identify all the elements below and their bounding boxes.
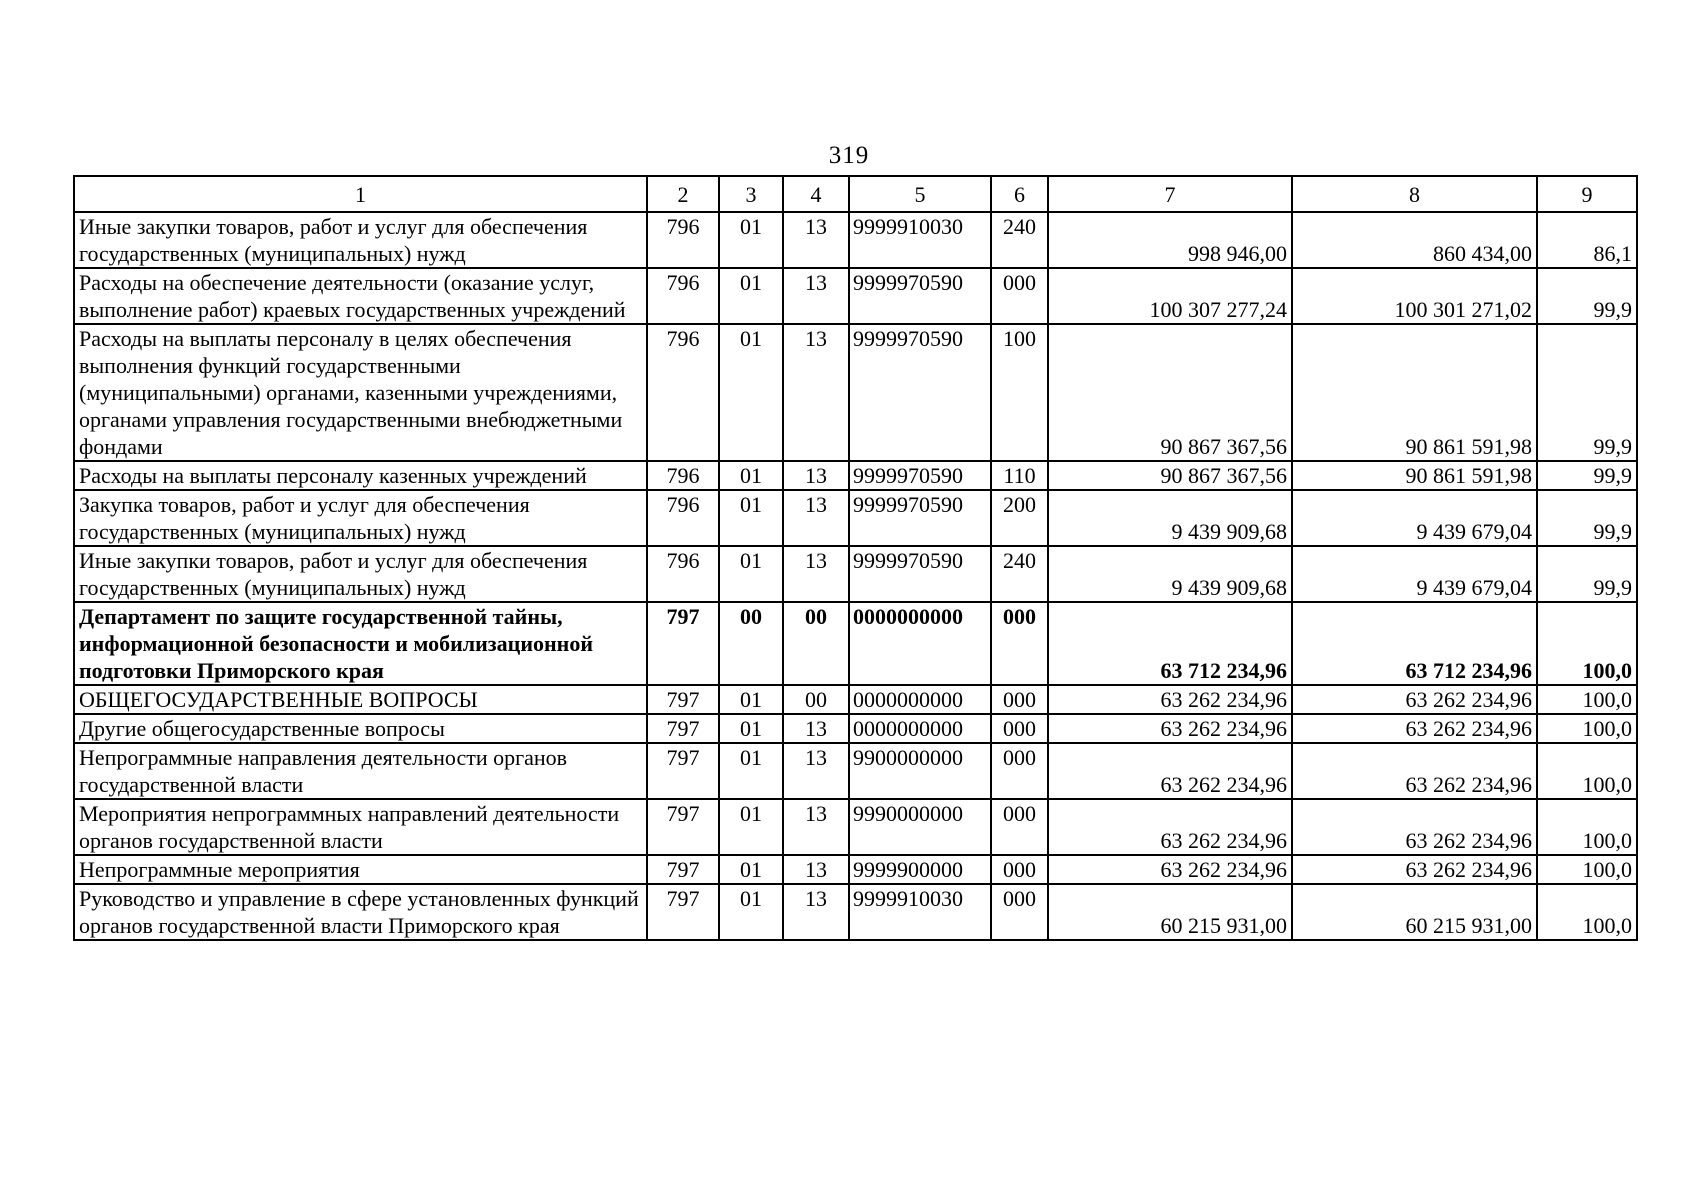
- row-planned-amount: 63 262 234,96: [1048, 685, 1292, 714]
- row-section-code: 01: [719, 714, 783, 743]
- table-row: [74, 212, 1637, 268]
- table-row: [74, 268, 1637, 324]
- row-planned-amount: 63 262 234,96: [1048, 714, 1292, 743]
- row-expense-type-code: 000: [991, 685, 1048, 714]
- table-row: [74, 855, 1637, 884]
- row-name: Расходы на выплаты персоналу казенных учреждений: [74, 461, 647, 490]
- row-executed-amount: 9 439 679,04: [1292, 490, 1537, 546]
- row-ministry-code: 797: [647, 855, 719, 884]
- row-ministry-code: 796: [647, 324, 719, 461]
- table-row: [74, 799, 1637, 855]
- row-target-article-code: 9900000000: [849, 743, 991, 799]
- row-executed-amount: 63 712 234,96: [1292, 602, 1537, 685]
- row-ministry-code: 797: [647, 685, 719, 714]
- row-planned-amount: 90 867 367,56: [1048, 461, 1292, 490]
- row-execution-percent: 99,9: [1537, 546, 1637, 602]
- header-col-5: 5: [849, 176, 991, 212]
- row-executed-amount: 9 439 679,04: [1292, 546, 1537, 602]
- row-name: Закупка товаров, работ и услуг для обеспечения государственных (муниципальных) нужд: [74, 490, 647, 546]
- row-subsection-code: 13: [783, 714, 849, 743]
- row-subsection-code: 13: [783, 855, 849, 884]
- row-execution-percent: 100,0: [1537, 799, 1637, 855]
- table-row: [74, 490, 1637, 546]
- row-subsection-code: 00: [783, 602, 849, 685]
- row-subsection-code: 13: [783, 461, 849, 490]
- table-row: [74, 546, 1637, 602]
- row-section-code: 01: [719, 324, 783, 461]
- row-target-article-code: 9999910030: [849, 212, 991, 268]
- row-execution-percent: 100,0: [1537, 884, 1637, 940]
- header-col-1: 1: [74, 176, 647, 212]
- row-subsection-code: 13: [783, 743, 849, 799]
- row-section-code: 01: [719, 884, 783, 940]
- header-col-8: 8: [1292, 176, 1537, 212]
- row-execution-percent: 99,9: [1537, 461, 1637, 490]
- row-target-article-code: 9999970590: [849, 268, 991, 324]
- row-expense-type-code: 110: [991, 461, 1048, 490]
- row-section-code: 01: [719, 799, 783, 855]
- row-expense-type-code: 000: [991, 714, 1048, 743]
- header-col-9: 9: [1537, 176, 1637, 212]
- row-subsection-code: 00: [783, 685, 849, 714]
- row-target-article-code: 9990000000: [849, 799, 991, 855]
- row-executed-amount: 60 215 931,00: [1292, 884, 1537, 940]
- row-execution-percent: 99,9: [1537, 324, 1637, 461]
- row-name: Мероприятия непрограммных направлений деятельности органов государственной власти: [74, 799, 647, 855]
- row-executed-amount: 90 861 591,98: [1292, 461, 1537, 490]
- budget-execution-table: [73, 175, 1638, 941]
- row-ministry-code: 797: [647, 602, 719, 685]
- row-expense-type-code: 240: [991, 546, 1048, 602]
- row-ministry-code: 796: [647, 490, 719, 546]
- row-name: Иные закупки товаров, работ и услуг для обеспечения государственных (муниципальных) нужд: [74, 212, 647, 268]
- header-col-4: 4: [783, 176, 849, 212]
- row-execution-percent: 86,1: [1537, 212, 1637, 268]
- row-expense-type-code: 100: [991, 324, 1048, 461]
- row-target-article-code: 0000000000: [849, 602, 991, 685]
- row-execution-percent: 100,0: [1537, 602, 1637, 685]
- row-executed-amount: 63 262 234,96: [1292, 855, 1537, 884]
- row-executed-amount: 90 861 591,98: [1292, 324, 1537, 461]
- page-number: 319: [828, 142, 870, 169]
- row-ministry-code: 797: [647, 799, 719, 855]
- row-subsection-code: 13: [783, 884, 849, 940]
- row-execution-percent: 100,0: [1537, 685, 1637, 714]
- row-ministry-code: 796: [647, 546, 719, 602]
- row-expense-type-code: 000: [991, 268, 1048, 324]
- row-expense-type-code: 240: [991, 212, 1048, 268]
- row-section-code: 01: [719, 685, 783, 714]
- row-section-code: 01: [719, 546, 783, 602]
- row-ministry-code: 797: [647, 884, 719, 940]
- row-planned-amount: 60 215 931,00: [1048, 884, 1292, 940]
- row-target-article-code: 9999970590: [849, 461, 991, 490]
- row-executed-amount: 63 262 234,96: [1292, 685, 1537, 714]
- row-target-article-code: 9999910030: [849, 884, 991, 940]
- row-target-article-code: 0000000000: [849, 714, 991, 743]
- row-execution-percent: 100,0: [1537, 714, 1637, 743]
- row-section-code: 01: [719, 461, 783, 490]
- row-target-article-code: 9999900000: [849, 855, 991, 884]
- row-planned-amount: 998 946,00: [1048, 212, 1292, 268]
- row-expense-type-code: 000: [991, 602, 1048, 685]
- row-expense-type-code: 000: [991, 855, 1048, 884]
- table-row: [74, 714, 1637, 743]
- row-subsection-code: 13: [783, 799, 849, 855]
- row-executed-amount: 860 434,00: [1292, 212, 1537, 268]
- row-planned-amount: 100 307 277,24: [1048, 268, 1292, 324]
- row-target-article-code: 0000000000: [849, 685, 991, 714]
- header-col-2: 2: [647, 176, 719, 212]
- table-row: [74, 884, 1637, 940]
- row-ministry-code: 796: [647, 461, 719, 490]
- table-row: [74, 461, 1637, 490]
- row-target-article-code: 9999970590: [849, 490, 991, 546]
- row-section-code: 00: [719, 602, 783, 685]
- row-planned-amount: 63 262 234,96: [1048, 799, 1292, 855]
- header-col-6: 6: [991, 176, 1048, 212]
- row-expense-type-code: 000: [991, 743, 1048, 799]
- table-row: [74, 685, 1637, 714]
- row-execution-percent: 100,0: [1537, 855, 1637, 884]
- row-name: Непрограммные мероприятия: [74, 855, 647, 884]
- header-row: [74, 176, 1637, 212]
- row-ministry-code: 797: [647, 714, 719, 743]
- row-name: Департамент по защите государственной тайны, информационной безопасности и мобилизационной подготовки Приморского края: [74, 602, 647, 685]
- row-ministry-code: 796: [647, 212, 719, 268]
- row-execution-percent: 99,9: [1537, 268, 1637, 324]
- row-subsection-code: 13: [783, 324, 849, 461]
- row-ministry-code: 797: [647, 743, 719, 799]
- row-section-code: 01: [719, 212, 783, 268]
- row-target-article-code: 9999970590: [849, 546, 991, 602]
- row-planned-amount: 90 867 367,56: [1048, 324, 1292, 461]
- row-ministry-code: 796: [647, 268, 719, 324]
- row-planned-amount: 63 262 234,96: [1048, 855, 1292, 884]
- row-subsection-code: 13: [783, 268, 849, 324]
- row-execution-percent: 99,9: [1537, 490, 1637, 546]
- row-planned-amount: 9 439 909,68: [1048, 490, 1292, 546]
- row-subsection-code: 13: [783, 490, 849, 546]
- row-name: Руководство и управление в сфере установленных функций органов государственной власти Приморского края: [74, 884, 647, 940]
- row-expense-type-code: 000: [991, 799, 1048, 855]
- row-section-code: 01: [719, 743, 783, 799]
- table-row: [74, 602, 1637, 685]
- row-name: Иные закупки товаров, работ и услуг для обеспечения государственных (муниципальных) нужд: [74, 546, 647, 602]
- row-expense-type-code: 000: [991, 884, 1048, 940]
- row-name: Другие общегосударственные вопросы: [74, 714, 647, 743]
- row-name: ОБЩЕГОСУДАРСТВЕННЫЕ ВОПРОСЫ: [74, 685, 647, 714]
- header-col-7: 7: [1048, 176, 1292, 212]
- row-section-code: 01: [719, 855, 783, 884]
- row-name: Расходы на выплаты персоналу в целях обеспечения выполнения функций государственными (муниципальными) органами, казенными учреждениями, органами управления государственными внебюджетными фондами: [74, 324, 647, 461]
- row-executed-amount: 63 262 234,96: [1292, 799, 1537, 855]
- row-section-code: 01: [719, 268, 783, 324]
- row-executed-amount: 100 301 271,02: [1292, 268, 1537, 324]
- row-executed-amount: 63 262 234,96: [1292, 714, 1537, 743]
- row-planned-amount: 63 712 234,96: [1048, 602, 1292, 685]
- row-executed-amount: 63 262 234,96: [1292, 743, 1537, 799]
- table-row: [74, 324, 1637, 461]
- row-planned-amount: 63 262 234,96: [1048, 743, 1292, 799]
- table-row: [74, 743, 1637, 799]
- header-col-3: 3: [719, 176, 783, 212]
- table-body: [74, 212, 1637, 940]
- row-section-code: 01: [719, 490, 783, 546]
- row-name: Непрограммные направления деятельности органов государственной власти: [74, 743, 647, 799]
- row-name: Расходы на обеспечение деятельности (оказание услуг, выполнение работ) краевых государственных учреждений: [74, 268, 647, 324]
- table-header: [74, 176, 1637, 212]
- row-planned-amount: 9 439 909,68: [1048, 546, 1292, 602]
- row-target-article-code: 9999970590: [849, 324, 991, 461]
- row-subsection-code: 13: [783, 546, 849, 602]
- row-execution-percent: 100,0: [1537, 743, 1637, 799]
- row-subsection-code: 13: [783, 212, 849, 268]
- row-expense-type-code: 200: [991, 490, 1048, 546]
